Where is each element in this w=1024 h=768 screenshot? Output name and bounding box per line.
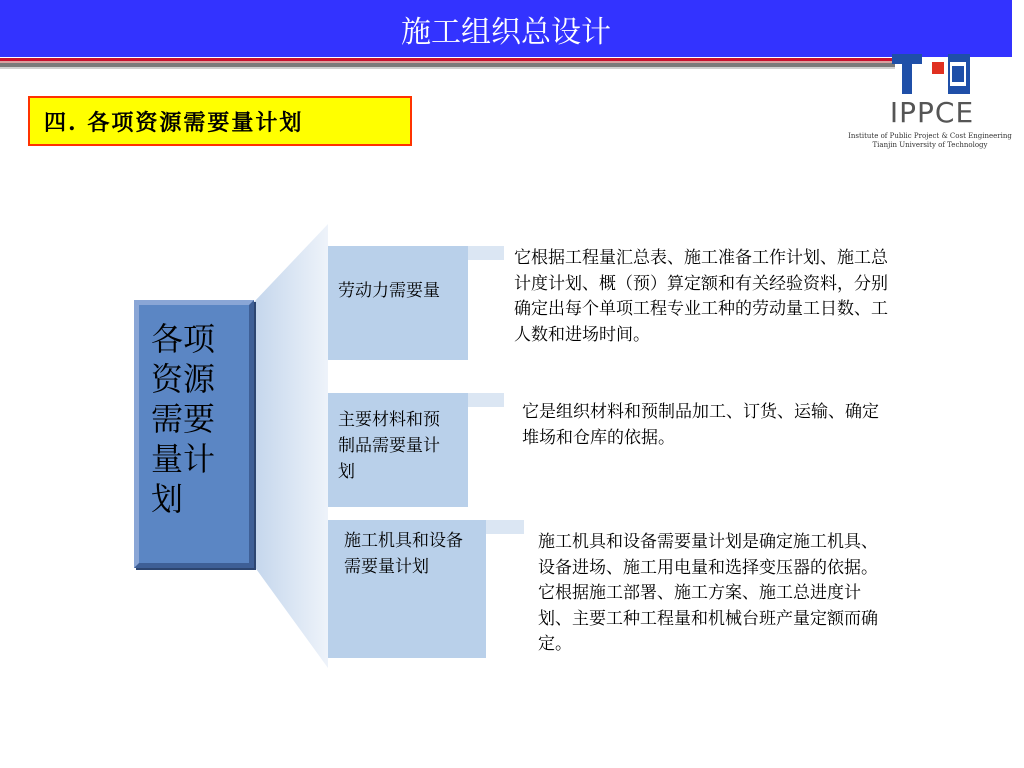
- item-label: 主要材料和预制品需要量计划: [338, 410, 440, 482]
- logo-name: IPPCE: [889, 96, 975, 129]
- item-description: 施工机具和设备需要量计划是确定施工机具、设备进场、施工用电量和选择变压器的依据。它根据施工部署、施工方案、施工总进度计划、主要工种工程量和机械台班产量定额而确定。: [538, 532, 878, 654]
- item-label: 劳动力需要量: [338, 281, 440, 301]
- item-card: [328, 393, 468, 507]
- logo-subtitle: Tianjin University of Technology: [872, 141, 988, 149]
- item-card: [328, 246, 468, 360]
- section-heading: 四. 各项资源需要量计划: [44, 109, 304, 136]
- item-description: 它是组织材料和预制品加工、订货、运输、确定堆场和仓库的依据。: [522, 402, 879, 448]
- slide-title: 施工组织总设计: [401, 14, 611, 50]
- logo-subtitle: Institute of Public Project & Cost Engineering: [848, 132, 1012, 140]
- main-topic-label: 各项资源需要量计划: [151, 320, 216, 518]
- item-description: 它根据工程量汇总表、施工准备工作计划、施工总计度计划、概（预）算定额和有关经验资料，分别确定出每个单项工程专业工种的劳动量工日数、工人数和进场时间。: [514, 248, 888, 345]
- item-label: 施工机具和设备需要量计划: [344, 531, 463, 577]
- item-card: [328, 520, 486, 658]
- main-topic-box: [134, 300, 254, 568]
